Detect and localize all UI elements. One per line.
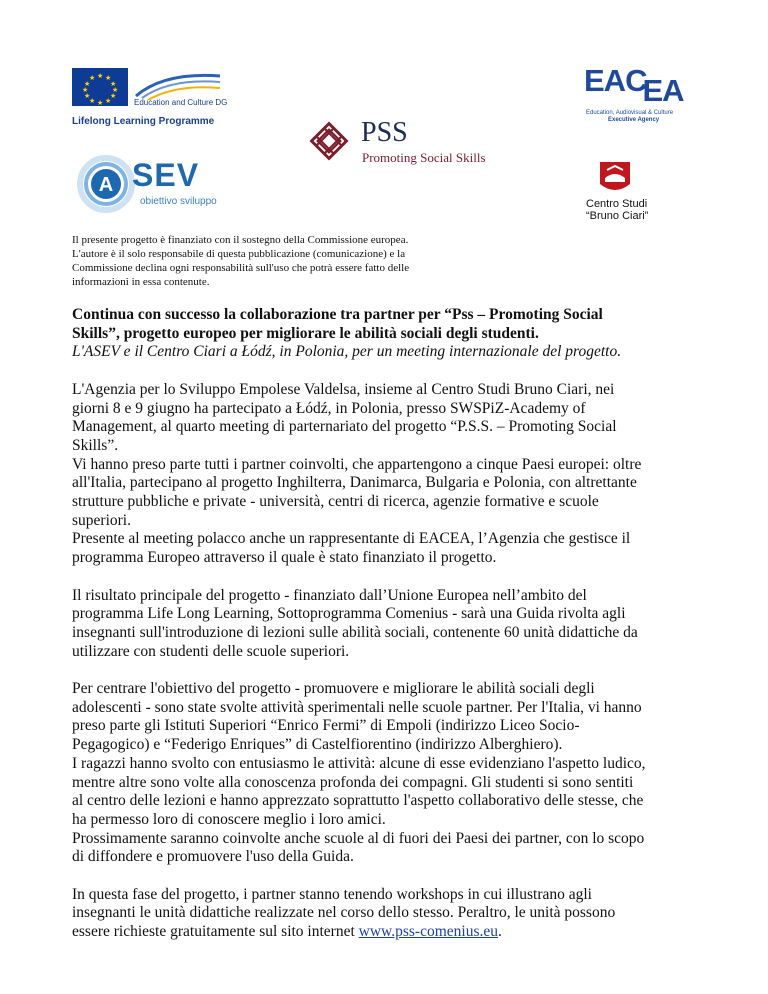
asev-letter-a: A [98,174,114,196]
disclaimer-line: Commissione declina ogni responsabilità sull'uso che potrà essere fatto delle [72,262,410,274]
paragraph-line: Presente al meeting polacco anche un rappresentante di EACEA, l’Agenzia che gestisce il [72,530,631,548]
endless-knot-icon [304,116,354,166]
paragraph-line: Pegagogico) e “Federigo Enriques” di Castelfiorentino (indirizzo Alberghiero). [72,736,563,754]
subheadline: L'ASEV e il Centro Ciari a Łódź, in Polonia, per un meeting internazionale del progetto. [72,343,622,361]
paragraph-3 [72,680,712,867]
centro-studi-ciari-logo [586,158,698,222]
paragraph-line: insegnanti le unità didattiche realizzate nel corso dello stesso. Peraltro, le unità possono [72,904,616,922]
paragraph-line: giorni 8 e 9 giugno ha partecipato a Łódź, in Polonia, presso SWSPiZ-Academy of [72,399,586,417]
final-line [72,923,712,942]
final-line-period: . [498,923,502,941]
paragraph-line: insegnanti sull'introduzione di lezioni sulle abilità sociali, contenente 60 unità didattiche da [72,623,638,641]
pss-website-link[interactable]: www.pss-comenius.eu [358,923,498,941]
lifelong-learning-programme-label: Lifelong Learning Programme [72,116,215,127]
paragraph-line: ha permesso loro di conoscere meglio i loro amici. [72,810,386,828]
eacea-subtitle-line2: Executive Agency [608,117,660,123]
eu-lifelong-learning-logo [72,68,228,130]
pss-subtitle: Promoting Social Skills [362,150,486,165]
paragraph-line: programma Life Long Learning, Sottoprogramma Comenius - sarà una Guida rivolta agli [72,605,626,623]
paragraph-line: programma Europeo attraverso il quale è stato finanziato il progetto. [72,549,497,567]
paragraph-line: adolescenti - sono state svolte attività sperimentali nelle scuole partner. Per l'Italia, vi hanno [72,698,642,716]
eacea-logo [584,64,696,126]
eacea-wordmark-tail: EA [642,73,684,108]
education-culture-dg-label: Education and Culture DG [134,98,228,107]
ciari-line1: Centro Studi [586,198,648,210]
eacea-wordmark [584,63,684,108]
paragraph-line: preso parte gli Istituti Superiori “Enrico Fermi” di Empoli (indirizzo Liceo Socio- [72,717,580,735]
ciari-line2: “Bruno Ciari” [586,210,649,222]
asev-logo [74,150,224,220]
final-line-text: essere richieste gratuitamente sul sito internet [72,923,359,941]
paragraph-line: strutture pubbliche e private - università, centri di ricerca, agenzie formative e scuole [72,493,599,511]
paragraph-line: Il risultato principale del progetto - finanziato dall’Unione Europea nell’ambito del [72,586,587,604]
eu-disclaimer [72,233,410,289]
pss-title: PSS [361,117,408,148]
paragraph-line: Per centrare l'obiettivo del progetto - promuovere e migliorare le abilità sociali degli [72,680,595,698]
pss-logo [304,116,514,172]
eacea-wordmark-main: EAC [584,63,647,98]
eu-flag-icon: ★ ★ ★ ★ ★ ★ ★ ★ ★ ★ ★ ★ [72,68,128,106]
eacea-subtitle [586,110,673,124]
disclaimer-line: informazioni in essa contenute. [72,276,210,288]
paragraph-line: I ragazzi hanno svolto con entusiasmo le attività: alcune di esse evidenziano l'aspetto ludico, [72,754,646,772]
paragraph-line: al centro delle lezioni e hanno apprezzato soprattutto l'aspetto collaborativo delle stesse, che [72,792,644,810]
asev-name: SEV [132,157,200,193]
paragraph-line: Vi hanno preso parte tutti i partner coinvolti, che appartengono a cinque Paesi europei: oltre [72,455,642,473]
paragraph-line: all'Italia, partecipano al progetto Inghilterra, Danimarca, Bulgaria e Polonia, con altrettante [72,474,637,492]
ciari-emblem-icon [598,158,632,196]
education-swoosh-icon [134,70,222,100]
paragraph-line: Prossimamente saranno coinvolte anche scuole al di fuori dei Paesi dei partner, con lo scopo [72,829,645,847]
headline-line: Continua con successo la collaborazione tra partner per “Pss – Promoting Social [72,306,603,323]
disclaimer-line: L'autore è il solo responsabile di questa pubblicazione (comunicazione) e la [72,248,406,260]
eacea-subtitle-line1: Education, Audiovisual & Culture [586,110,674,116]
headline-line: Skills”, progetto europeo per migliorare le abilità sociali degli studenti. [72,324,539,342]
paragraph-line: Skills”. [72,436,119,454]
asev-swirl-icon [74,150,138,214]
paragraph-line: superiori. [72,511,131,529]
paragraph-line: mentre altre sono volte alla conoscenza profonda dei compagni. Gli studenti si sono sentiti [72,773,634,791]
disclaimer-line: Il presente progetto è finanziato con il sostegno della Commissione europea. [72,234,409,246]
paragraph-line: utilizzare con studenti delle scuole superiori. [72,642,350,660]
asev-tagline: obiettivo sviluppo [140,196,217,207]
article-body [72,306,712,942]
paragraph-line: di diffondere e promuovere l'uso della Guida. [72,848,354,866]
paragraph-1 [72,381,712,568]
paragraph-line: Management, al quarto meeting di parternariato del progetto “P.S.S. – Promoting Social [72,418,617,436]
paragraph-line: In questa fase del progetto, i partner stanno tenendo workshops in cui illustrano agli [72,885,592,903]
paragraph-4 [72,886,712,942]
paragraph-2 [72,587,712,662]
paragraph-line: L'Agenzia per lo Sviluppo Empolese Valdelsa, insieme al Centro Studi Bruno Ciari, nei [72,380,615,398]
